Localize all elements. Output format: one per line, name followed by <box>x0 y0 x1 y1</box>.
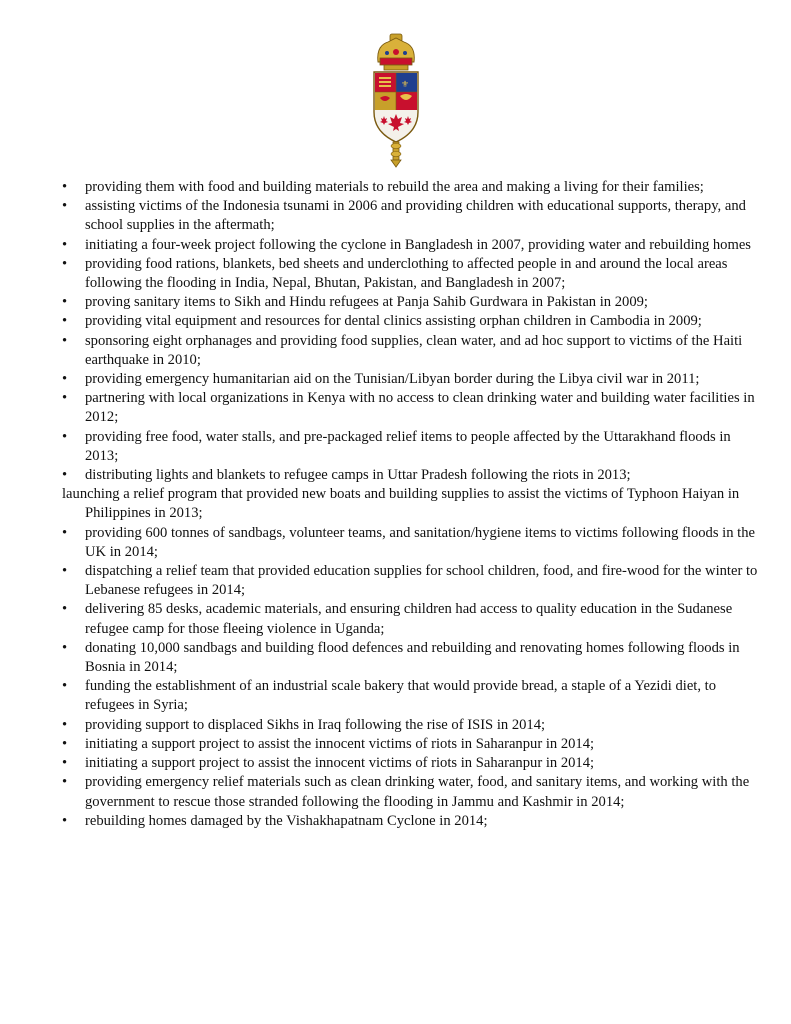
list-item <box>62 389 762 427</box>
bullet-icon: • <box>62 390 68 407</box>
list-item <box>62 600 762 638</box>
list-item-text: providing vital equipment and resources for dental clinics assisting orphan children in Cambodia in 2009; <box>85 313 702 330</box>
list-item-text: launching a relief program that provided new boats and building supplies to assist the victims of Typhoon Haiyan in Philippines in 2013; <box>62 486 740 522</box>
bullet-icon: • <box>62 294 68 311</box>
list-item-text: sponsoring eight orphanages and providing food supplies, clean water, and ad hoc support to victims of the Haiti earthquake in 2010; <box>85 332 743 368</box>
bullet-icon: • <box>62 524 68 541</box>
list-item-text: initiating a support project to assist the innocent victims of riots in Saharanpur in 2014; <box>85 755 595 772</box>
bullet-icon: • <box>62 236 68 253</box>
list-item-text: funding the establishment of an industrial scale bakery that would provide bread, a staple of a Yezidi diet, to refugees in Syria; <box>85 678 717 714</box>
list-item <box>62 312 762 331</box>
bullet-icon: • <box>62 255 68 272</box>
bullet-icon: • <box>62 563 68 580</box>
list-item-text: providing support to displaced Sikhs in Iraq following the rise of ISIS in 2014; <box>85 716 546 733</box>
list-item-text: partnering with local organizations in Kenya with no access to clean drinking water and building water facilities in 2012; <box>85 390 755 426</box>
bullet-icon: • <box>62 735 68 752</box>
bullet-icon: • <box>62 639 68 656</box>
list-item-text: delivering 85 desks, academic materials, and ensuring children had access to quality education in the Sudanese refugee camp for those fleeing violence in Uganda; <box>85 601 733 637</box>
list-item <box>62 255 762 293</box>
list-item-text: distributing lights and blankets to refugee camps in Uttar Pradesh following the riots in 2013; <box>85 467 631 484</box>
bullet-icon: • <box>62 467 68 484</box>
bullet-icon: • <box>62 716 68 733</box>
list-item-text: rebuilding homes damaged by the Vishakhapatnam Cyclone in 2014; <box>85 812 488 829</box>
list-item-text: proving sanitary items to Sikh and Hindu refugees at Panja Sahib Gurdwara in Pakistan in 2009; <box>85 294 648 311</box>
bullet-icon: • <box>62 428 68 445</box>
list-item <box>62 428 762 466</box>
bullet-icon: • <box>62 313 68 330</box>
relief-efforts-list <box>62 178 762 831</box>
list-item-text: providing food rations, blankets, bed sheets and underclothing to affected people in and around the local areas following the flooding in India, Nepal, Bhutan, Pakistan, and Bangladesh in 2007; <box>85 255 728 292</box>
list-item <box>62 716 762 735</box>
list-item-text: providing 600 tonnes of sandbags, volunteer teams, and sanitation/hygiene items to victims following floods in the UK in 2014; <box>85 524 755 560</box>
list-item-text: donating 10,000 sandbags and building flood defences and rebuilding and renovating homes following floods in Bosnia in 2014; <box>85 639 740 676</box>
list-item <box>62 485 762 523</box>
list-item <box>62 178 762 197</box>
bullet-icon: • <box>62 678 68 695</box>
list-item <box>62 370 762 389</box>
list-item <box>62 236 762 255</box>
coat-of-arms-icon <box>360 32 432 168</box>
bullet-icon: • <box>62 179 68 195</box>
list-item-text: providing free food, water stalls, and pre-packaged relief items to people affected by the Uttarakhand floods in 2013; <box>85 428 731 464</box>
bullet-icon: • <box>62 755 68 772</box>
list-item-text: providing them with food and building materials to rebuild the area and making a living for their families; <box>85 179 704 195</box>
list-item <box>62 773 762 811</box>
bullet-icon: • <box>62 601 68 618</box>
mace-shaft-icon <box>391 142 401 167</box>
list-item-text: initiating a support project to assist the innocent victims of riots in Saharanpur in 2014; <box>85 735 595 752</box>
list-item <box>62 197 762 235</box>
svg-text:⚜: ⚜ <box>401 80 410 90</box>
list-item <box>62 812 762 831</box>
list-item-text: initiating a four-week project following the cyclone in Bangladesh in 2007, providing water and rebuilding homes <box>85 236 751 253</box>
bullet-icon: • <box>62 774 68 791</box>
bullet-icon: • <box>62 371 68 388</box>
list-item <box>62 639 762 677</box>
list-item <box>62 735 762 754</box>
list-item <box>62 293 762 312</box>
list-item-text: providing emergency relief materials such as clean drinking water, food, and sanitary items, and working with the government to rescue those stranded following the flooding in Jammu and Kashmir in 2014; <box>85 774 750 810</box>
list-item <box>62 754 762 773</box>
list-item <box>62 524 762 562</box>
bullet-icon: • <box>62 198 68 215</box>
list-item-text: providing emergency humanitarian aid on the Tunisian/Libyan border during the Libya civil war in 2011; <box>85 371 700 388</box>
list-item-text: dispatching a relief team that provided education supplies for school children, food, and fire-wood for the winter to Lebanese refugees in 2014; <box>85 563 758 599</box>
list-item <box>62 332 762 370</box>
bullet-icon: • <box>62 812 68 829</box>
crown-icon <box>378 34 415 65</box>
list-item <box>62 677 762 715</box>
shield-icon <box>374 72 418 142</box>
list-item-text: assisting victims of the Indonesia tsunami in 2006 and providing children with educational supports, therapy, and school supplies in the aftermath; <box>85 198 746 234</box>
bullet-icon: • <box>62 332 68 349</box>
list-item <box>62 562 762 600</box>
list-item <box>62 466 762 485</box>
